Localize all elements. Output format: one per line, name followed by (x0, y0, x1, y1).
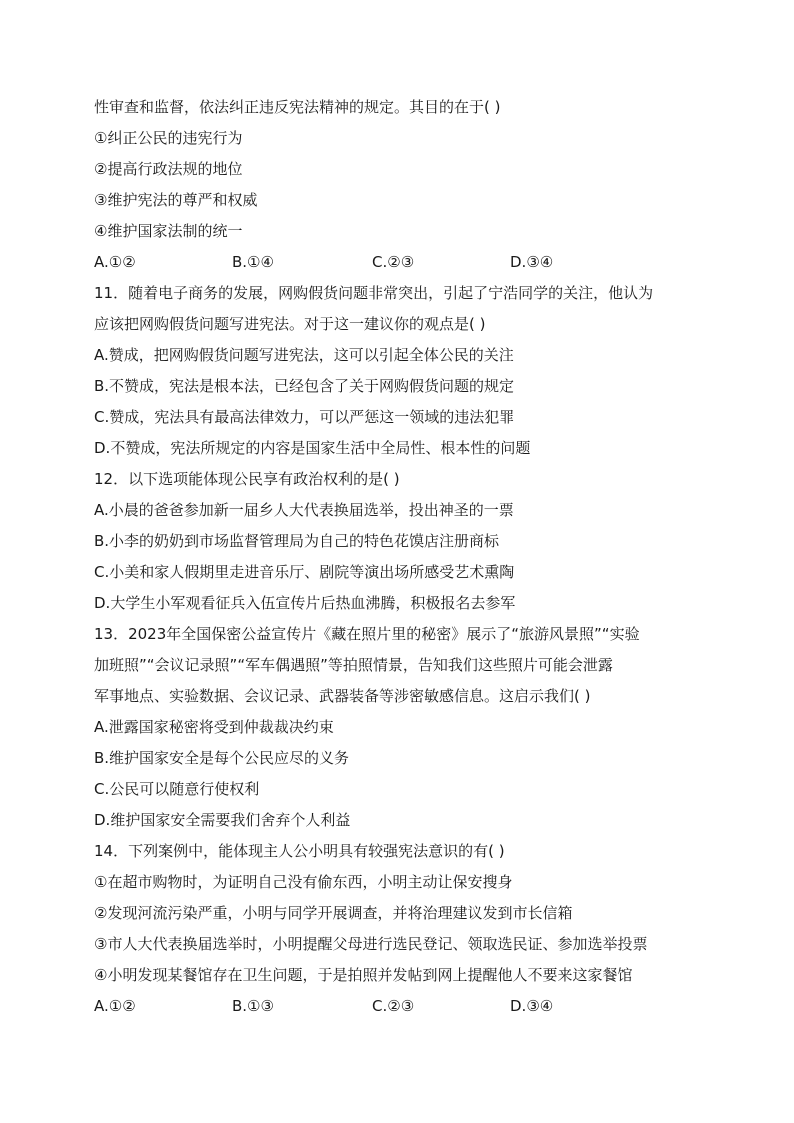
q11-stem-line-2: 应该把网购假货问题写进宪法。对于这一建议你的观点是( ) (94, 315, 486, 333)
statement-4: ④维护国家法制的统一 (94, 222, 243, 240)
q14-statement-2: ②发现河流污染严重，小明与同学开展调查，并将治理建议发到市长信箱 (94, 904, 573, 922)
q11-option-a: A.赞成，把网购假货问题写进宪法，这可以引起全体公民的关注 (94, 346, 514, 364)
q12-option-b: B.小李的奶奶到市场监督管理局为自己的特色花馍店注册商标 (94, 532, 500, 550)
option-a: A.①② (94, 253, 136, 271)
option-d: D.③④ (510, 253, 554, 271)
q11-stem-line-1: 11．随着电子商务的发展，网购假货问题非常突出，引起了宁浩同学的关注，他认为 (94, 284, 654, 302)
q13-stem-line-2: 加班照”“会议记录照”“军车偶遇照”等拍照情景，告知我们这些照片可能会泄露 (94, 656, 613, 674)
q13-option-b: B.维护国家安全是每个公民应尽的义务 (94, 749, 350, 767)
q14-statement-3: ③市人大代表换届选举时，小明提醒父母进行选民登记、领取选民证、参加选举投票 (94, 935, 648, 953)
answer-options-row (94, 252, 714, 272)
q12-option-d: D.大学生小军观看征兵入伍宣传片后热血沸腾，积极报名去参军 (94, 594, 516, 612)
q14-statement-1: ①在超市购物时，为证明自己没有偷东西，小明主动让保安搜身 (94, 873, 513, 891)
statement-3: ③维护宪法的尊严和权威 (94, 191, 258, 209)
q11-option-d: D.不赞成，宪法所规定的内容是国家生活中全局性、根本性的问题 (94, 439, 531, 457)
q11-option-b: B.不赞成，宪法是根本法，已经包含了关于网购假货问题的规定 (94, 377, 515, 395)
q13-stem-line-3: 军事地点、实验数据、会议记录、武器装备等涉密敏感信息。这启示我们( ) (94, 687, 591, 705)
q14-stem: 14．下列案例中，能体现主人公小明具有较强宪法意识的有( ) (94, 842, 505, 860)
q11-option-c: C.赞成，宪法具有最高法律效力，可以严惩这一领域的违法犯罪 (94, 408, 515, 426)
q13-option-d: D.维护国家安全需要我们舍弃个人利益 (94, 811, 351, 829)
q12-stem: 12．以下选项能体现公民享有政治权利的是( ) (94, 470, 400, 488)
q13-option-a: A.泄露国家秘密将受到仲裁裁决约束 (94, 718, 334, 736)
option-d: D.③④ (510, 997, 554, 1015)
q14-statement-4: ④小明发现某餐馆存在卫生问题，于是拍照并发帖到网上提醒他人不要来这家餐馆 (94, 966, 633, 984)
option-b: B.①③ (232, 997, 274, 1015)
q12-option-c: C.小美和家人假期里走进音乐厅、剧院等演出场所感受艺术熏陶 (94, 563, 515, 581)
statement-1: ①纠正公民的违宪行为 (94, 129, 243, 147)
q13-stem-line-1: 13．2023年全国保密公益宣传片《藏在照片里的秘密》展示了“旅游风景照”“实验 (94, 625, 640, 643)
option-a: A.①② (94, 997, 136, 1015)
q13-option-c: C.公民可以随意行使权利 (94, 780, 260, 798)
statement-2: ②提高行政法规的地位 (94, 160, 243, 178)
option-c: C.②③ (372, 253, 415, 271)
q12-option-a: A.小晨的爸爸参加新一届乡人大代表换届选举，投出神圣的一票 (94, 501, 514, 519)
q14-answer-options-row (94, 996, 714, 1016)
option-b: B.①④ (232, 253, 274, 271)
question-stem-line: 性审查和监督，依法纠正违反宪法精神的规定。其目的在于( ) (94, 98, 501, 116)
option-c: C.②③ (372, 997, 415, 1015)
